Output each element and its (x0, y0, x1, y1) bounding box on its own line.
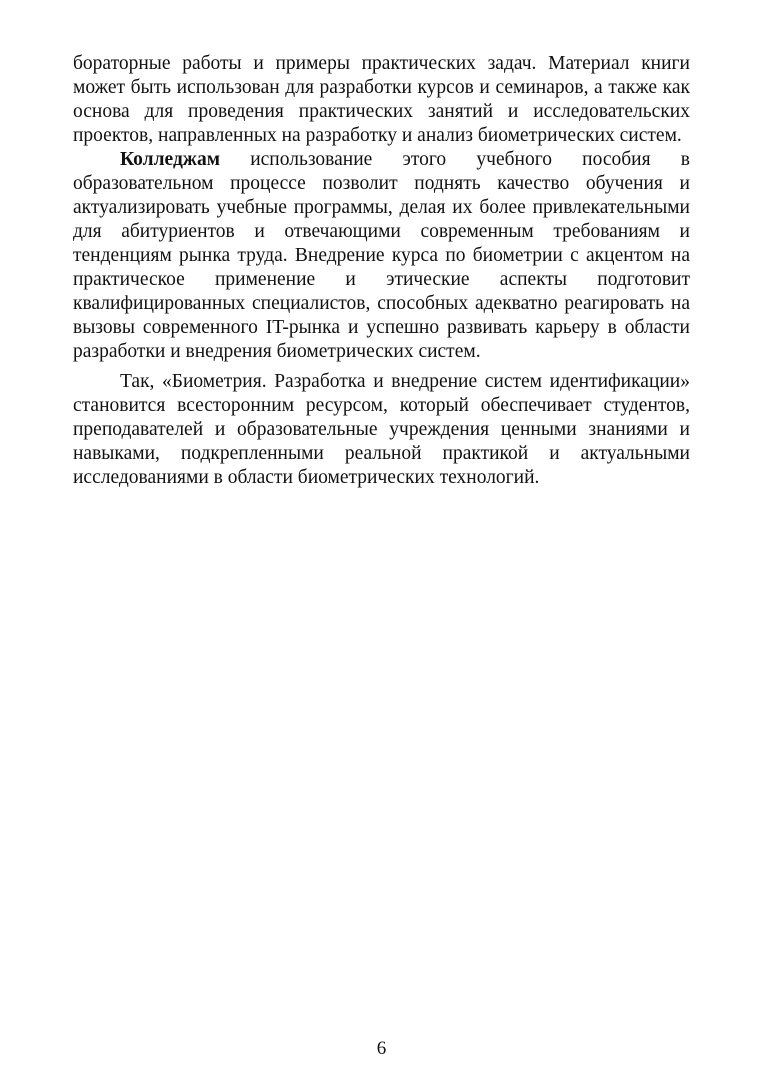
paragraph-text: бораторные работы и примеры практических задач. Материал книги может быть использован для разработки курсов и семинаров, а также как основа для проведения практических занятий и исследовательских проектов, направленных на разработку и анализ биометрических систем. (73, 53, 690, 146)
paragraph-summary (73, 370, 690, 490)
paragraph-text: Так, «Биометрия. Разработка и внедрение систем идентификации» становится всесторонним ресурсом, который обеспечивает студентов, преподавателей и образовательные учреждения ценными знаниями и навыками, подкрепленными реальной практикой и актуальными исследованиями в области биометрических технологий. (73, 371, 690, 488)
body-text (73, 52, 690, 490)
paragraph-lead-term: Колледжам (120, 149, 220, 170)
page-number: 6 (376, 1038, 387, 1059)
paragraph-colleges (73, 148, 690, 364)
paragraph-continuation (73, 52, 690, 148)
paragraph-text: использование этого учебного пособия в образовательном процессе позволит поднять качество обучения и актуализировать учебные программы, делая их более привлекательными для абитуриентов и отвечающими современным требованиям и тенденциям рынка труда. Внедрение курса по биометрии с акцентом на практическое применение и этические аспекты подготовит квалифицированных специалистов, способных адекватно реагировать на вызовы современного IT-рынка и успешно развивать карьеру в области разработки и внедрения биометрических систем. (73, 149, 690, 362)
